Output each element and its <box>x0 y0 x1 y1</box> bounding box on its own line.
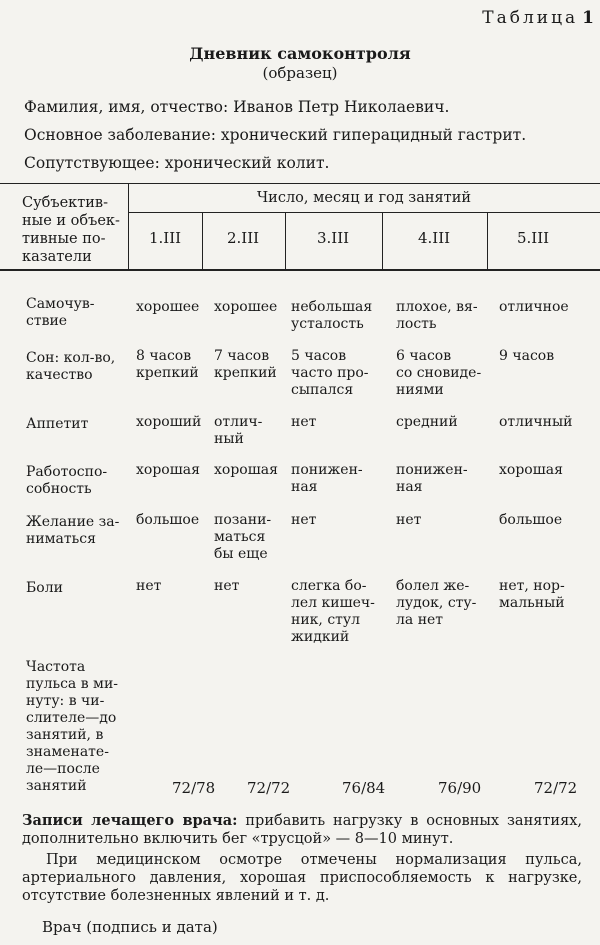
row-label-desire-to-exercise: Желание за- ниматься <box>26 514 120 547</box>
doctor-signature: Врач (подпись и дата) <box>42 918 218 936</box>
table-number: 1 <box>582 8 594 28</box>
indicators-header <box>22 194 132 266</box>
table-cell: нет <box>291 512 317 528</box>
row-label-sleep: Сон: кол-во, качество <box>26 350 116 383</box>
table-cell: небольшая усталость <box>291 299 373 332</box>
table-cell: хорошая <box>214 462 278 478</box>
table-cell: нет <box>396 512 422 528</box>
row-label-pain: Боли <box>26 580 63 596</box>
table-cell: 9 часов <box>499 348 555 364</box>
table-top-rule <box>0 183 600 184</box>
table-header-divider <box>202 212 203 269</box>
table-cell: хорошее <box>214 299 278 315</box>
table-header-divider <box>382 212 383 269</box>
table-cell: нет <box>291 414 317 430</box>
medical-exam-note: При медицинском осмотре отмечены нормализация пульса, артериального давления, хорошая приспособляемость к нагрузке, отсутствие болезненных явлений и т. д. <box>22 852 582 904</box>
page-title: Дневник самоконтроля <box>189 44 411 63</box>
table-cell: 6 часов со сновиде- ниями <box>396 348 482 398</box>
table-cell: большое <box>136 512 200 528</box>
row-label-work-capacity: Работоспо- собность <box>26 464 108 497</box>
table-cell: понижен- ная <box>291 462 363 495</box>
table-cell: хорошая <box>136 462 200 478</box>
date-col-4: 4.III <box>417 229 451 247</box>
date-col-5: 5.III <box>516 229 550 247</box>
concomitant-disease-line: Сопутствующее: хронический колит. <box>24 154 330 172</box>
page-subtitle: (образец) <box>262 64 338 82</box>
table-cell: отличное <box>499 299 569 315</box>
row-label-appetite: Аппетит <box>26 416 89 432</box>
table-header-divider <box>285 212 286 269</box>
date-col-2: 2.III <box>226 229 260 247</box>
table-cell: отлич- ный <box>214 414 263 447</box>
table-cell: 7 часов крепкий <box>214 348 277 381</box>
main-disease-line: Основное заболевание: хронический гиперацидный гастрит. <box>24 126 527 144</box>
table-cell: 76/90 <box>438 779 482 797</box>
table-cell: отличный <box>499 414 573 430</box>
doctor-notes <box>22 812 582 848</box>
table-cell: нет <box>214 578 240 594</box>
table-header-bottom-rule <box>0 269 600 271</box>
table-cell: 76/84 <box>342 779 386 797</box>
indicators-header-text: Субъектив- ные и объек- тивные по- казатели <box>22 195 120 265</box>
table-cell: слегка бо- лел кишеч- ник, стул жидкий <box>291 578 375 645</box>
table-cell: плохое, вя- лость <box>396 299 478 332</box>
table-header-divider <box>487 212 488 269</box>
date-col-1: 1.III <box>148 229 182 247</box>
table-cell: 5 часов часто про- сыпался <box>291 348 369 398</box>
row-label-wellbeing: Самочув- ствие <box>26 296 95 329</box>
table-header-middle-rule <box>128 212 600 213</box>
table-cell: хорошая <box>499 462 563 478</box>
table-number-label <box>482 8 594 28</box>
date-col-3: 3.III <box>316 229 350 247</box>
table-cell: хороший <box>136 414 202 430</box>
table-cell: большое <box>499 512 563 528</box>
table-cell: болел же- лудок, сту- ла нет <box>396 578 477 628</box>
table-cell: 8 часов крепкий <box>136 348 199 381</box>
patient-name-line: Фамилия, имя, отчество: Иванов Петр Николаевич. <box>24 98 450 116</box>
table-cell: средний <box>396 414 458 430</box>
doctor-notes-label: Записи лечащего врача: <box>22 812 238 829</box>
table-cell: позани- маться бы еще <box>214 512 272 562</box>
table-cell: 72/72 <box>247 779 291 797</box>
table-cell: 72/72 <box>534 779 578 797</box>
table-word: Таблица <box>482 8 579 28</box>
row-label-pulse-rate: Частота пульса в ми- нуту: в чи- слителе—до занятий, в знаменате- ле—после занятий <box>26 659 119 794</box>
dates-header: Число, месяц и год занятий <box>256 190 472 206</box>
table-cell: хорошее <box>136 299 200 315</box>
table-cell: нет, нор- мальный <box>499 578 565 611</box>
table-cell: понижен- ная <box>396 462 468 495</box>
doctor-notes-text: прибавить нагрузку в основных занятиях, дополнительно включить бег «трусцой» — 8—10 минут. <box>22 813 583 847</box>
table-cell: нет <box>136 578 162 594</box>
table-cell: 72/78 <box>172 779 216 797</box>
